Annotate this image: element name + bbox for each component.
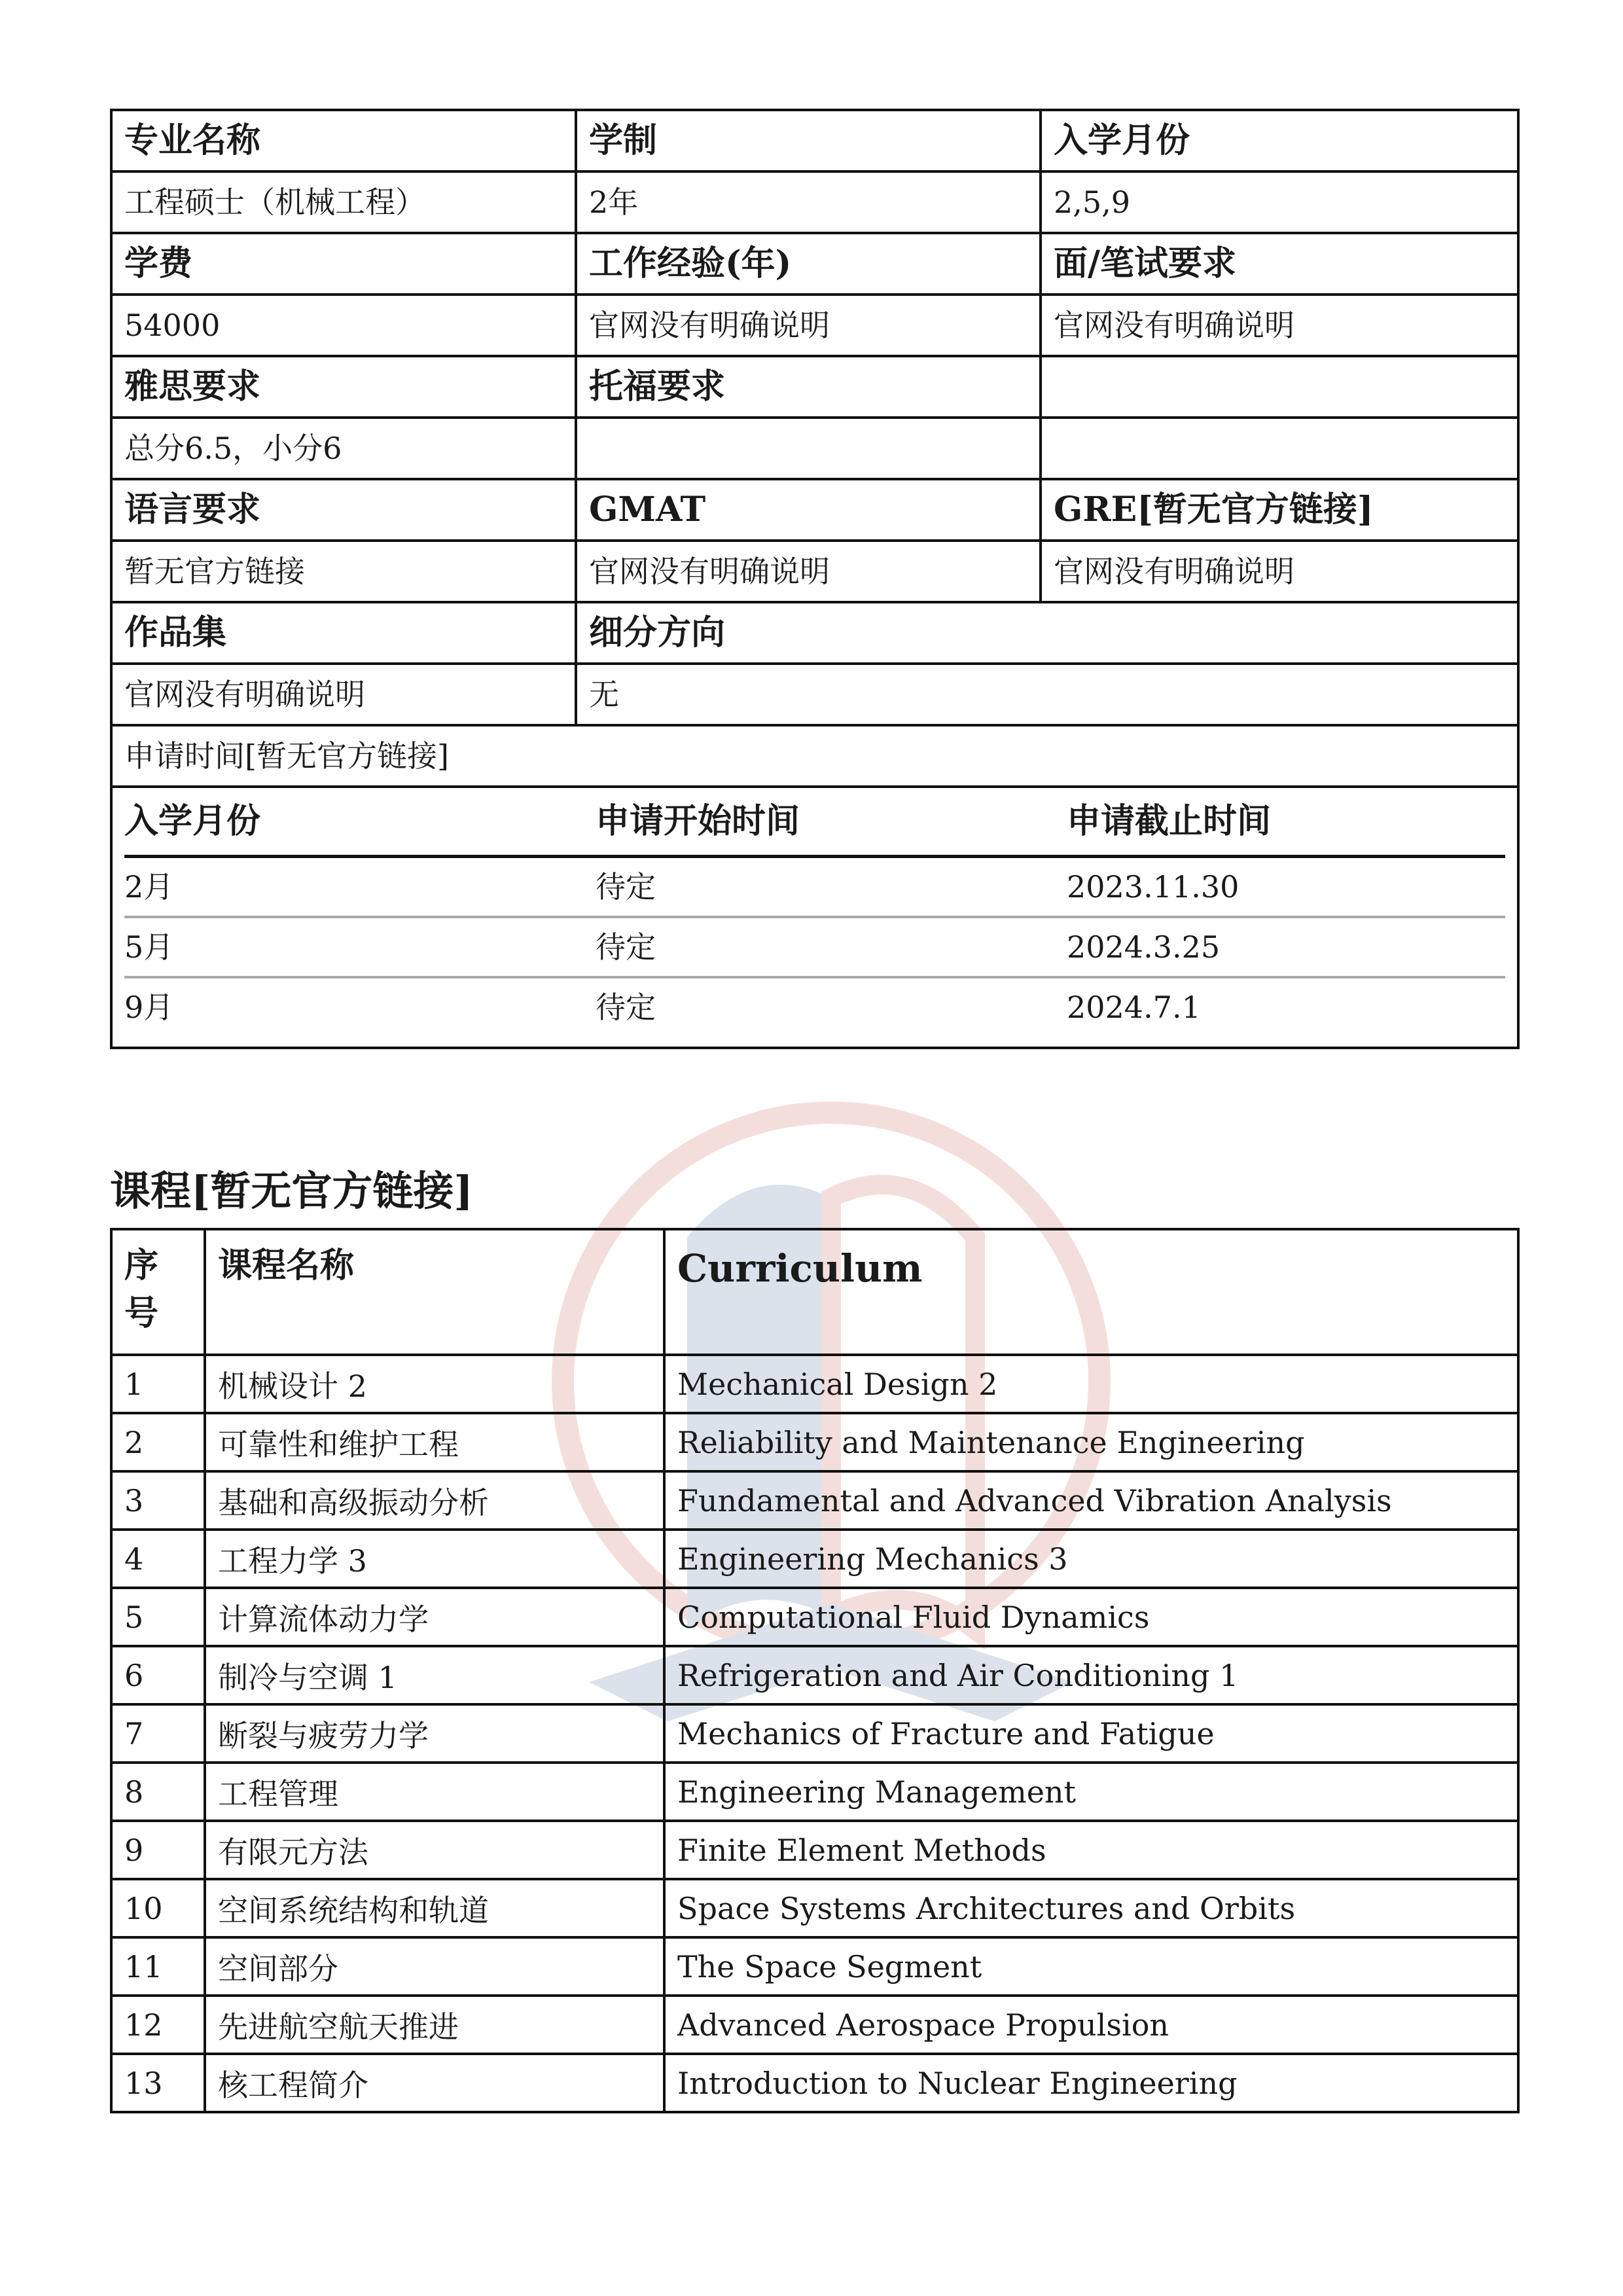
ielts-value: 总分6.5，小分6 — [111, 418, 576, 479]
course-row — [111, 2054, 1518, 2112]
course-name-cell: 工程力学 3 — [205, 1530, 664, 1588]
gre-value: 官网没有明确说明 — [1041, 541, 1518, 602]
curriculum-cell: Space Systems Architectures and Orbits — [664, 1879, 1518, 1937]
course-row — [111, 1821, 1518, 1879]
application-dates-table — [124, 788, 1505, 1036]
application-row — [124, 917, 1505, 977]
duration-value: 2年 — [576, 171, 1041, 233]
course-index-cell: 4 — [111, 1530, 205, 1588]
course-row — [111, 1413, 1518, 1471]
course-name-cell: 空间部分 — [205, 1937, 664, 1996]
deadline-cell: 2024.7.1 — [1067, 989, 1201, 1025]
course-row — [111, 1704, 1518, 1763]
intake-months-value: 2,5,9 — [1041, 171, 1518, 233]
course-name-cell: 基础和高级振动分析 — [205, 1471, 664, 1530]
application-header-row — [124, 788, 1505, 857]
ielts-label: 雅思要求 — [111, 356, 576, 418]
curriculum-cell: Finite Element Methods — [664, 1821, 1518, 1879]
course-index-cell: 9 — [111, 1821, 205, 1879]
language-label: 语言要求 — [111, 479, 576, 541]
empty-cell — [1041, 418, 1518, 479]
courses-header-row — [111, 1229, 1518, 1355]
course-index-cell: 7 — [111, 1704, 205, 1763]
curriculum-cell: Mechanical Design 2 — [664, 1355, 1518, 1413]
course-index-cell: 6 — [111, 1646, 205, 1704]
curriculum-cell: The Space Segment — [664, 1937, 1518, 1996]
empty-cell — [1041, 356, 1518, 418]
index-header-label: 序 号 — [124, 1246, 159, 1333]
major-name-label: 专业名称 — [111, 110, 576, 171]
program-info-table — [110, 109, 1520, 1049]
application-row — [124, 857, 1505, 918]
course-row — [111, 1471, 1518, 1530]
curriculum-header: Curriculum — [664, 1229, 1518, 1355]
tuition-label: 学费 — [111, 233, 576, 295]
curriculum-cell: Reliability and Maintenance Engineering — [664, 1413, 1518, 1471]
course-name-cell: 先进航空航天推进 — [205, 1996, 664, 2054]
course-index-cell: 5 — [111, 1588, 205, 1646]
curriculum-cell: Computational Fluid Dynamics — [664, 1588, 1518, 1646]
intake-month-cell: 5月 — [124, 917, 596, 977]
language-value: 暂无官方链接 — [111, 541, 576, 602]
curriculum-cell: Fundamental and Advanced Vibration Analysis — [664, 1471, 1518, 1530]
work-experience-label: 工作经验(年) — [576, 233, 1041, 295]
start-time-cell: 待定 — [596, 917, 1067, 977]
course-row — [111, 1937, 1518, 1996]
column-header: 入学月份 — [124, 788, 596, 857]
intake-months-label: 入学月份 — [1041, 110, 1518, 171]
course-index-cell: 2 — [111, 1413, 205, 1471]
course-name-header: 课程名称 — [205, 1229, 664, 1355]
course-index-cell: 8 — [111, 1763, 205, 1821]
course-row — [111, 1763, 1518, 1821]
interview-label: 面/笔试要求 — [1041, 233, 1518, 295]
start-time-cell: 待定 — [596, 857, 1067, 918]
curriculum-cell: Engineering Mechanics 3 — [664, 1530, 1518, 1588]
column-header: 申请截止时间 — [1067, 788, 1505, 857]
course-index-cell: 12 — [111, 1996, 205, 2054]
course-row — [111, 1996, 1518, 2054]
curriculum-cell: Advanced Aerospace Propulsion — [664, 1996, 1518, 2054]
curriculum-cell: Refrigeration and Air Conditioning 1 — [664, 1646, 1518, 1704]
course-index-cell: 11 — [111, 1937, 205, 1996]
course-name-cell: 机械设计 2 — [205, 1355, 664, 1413]
course-name-cell: 计算流体动力学 — [205, 1588, 664, 1646]
portfolio-value: 官网没有明确说明 — [111, 664, 576, 725]
curriculum-cell: Mechanics of Fracture and Fatigue — [664, 1704, 1518, 1763]
course-index-cell: 10 — [111, 1879, 205, 1937]
course-name-cell: 制冷与空调 1 — [205, 1646, 664, 1704]
toefl-label: 托福要求 — [576, 356, 1041, 418]
course-index-cell: 3 — [111, 1471, 205, 1530]
course-name-cell: 核工程简介 — [205, 2054, 664, 2112]
course-index-cell: 13 — [111, 2054, 205, 2112]
gmat-label: GMAT — [576, 479, 1041, 541]
deadline-cell: 2024.3.25 — [1067, 917, 1505, 977]
start-time-cell: 待定 — [596, 989, 656, 1025]
tuition-value: 54000 — [111, 295, 576, 356]
course-name-cell: 工程管理 — [205, 1763, 664, 1821]
toefl-value — [576, 418, 1041, 479]
curriculum-cell: Introduction to Nuclear Engineering — [664, 2054, 1518, 2112]
course-row — [111, 1355, 1518, 1413]
interview-value: 官网没有明确说明 — [1041, 295, 1518, 356]
column-header: 申请开始时间 — [596, 788, 1067, 857]
curriculum-cell: Engineering Management — [664, 1763, 1518, 1821]
intake-month-cell: 2月 — [124, 857, 596, 918]
intake-month-cell: 9月 — [124, 989, 174, 1025]
application-dates-cell — [111, 787, 1518, 1048]
courses-section-title: 课程[暂无官方链接] — [110, 1167, 473, 1215]
major-name-value: 工程硕士（机械工程） — [111, 171, 576, 233]
course-row — [111, 1588, 1518, 1646]
course-name-cell: 空间系统结构和轨道 — [205, 1879, 664, 1937]
work-experience-value: 官网没有明确说明 — [576, 295, 1041, 356]
deadline-cell: 2023.11.30 — [1067, 857, 1505, 918]
course-name-cell: 有限元方法 — [205, 1821, 664, 1879]
duration-label: 学制 — [576, 110, 1041, 171]
course-index-cell: 1 — [111, 1355, 205, 1413]
course-row — [111, 1530, 1518, 1588]
application-time-label: 申请时间[暂无官方链接] — [111, 725, 1518, 787]
course-name-cell: 可靠性和维护工程 — [205, 1413, 664, 1471]
course-row — [111, 1646, 1518, 1704]
specialization-label: 细分方向 — [576, 602, 1518, 664]
index-header — [111, 1229, 205, 1355]
course-row — [111, 1879, 1518, 1937]
portfolio-label: 作品集 — [111, 602, 576, 664]
courses-table — [110, 1228, 1520, 2113]
application-row — [124, 977, 1505, 1036]
gre-label: GRE[暂无官方链接] — [1041, 479, 1518, 541]
specialization-value: 无 — [576, 664, 1518, 725]
gmat-value: 官网没有明确说明 — [576, 541, 1041, 602]
course-name-cell: 断裂与疲劳力学 — [205, 1704, 664, 1763]
